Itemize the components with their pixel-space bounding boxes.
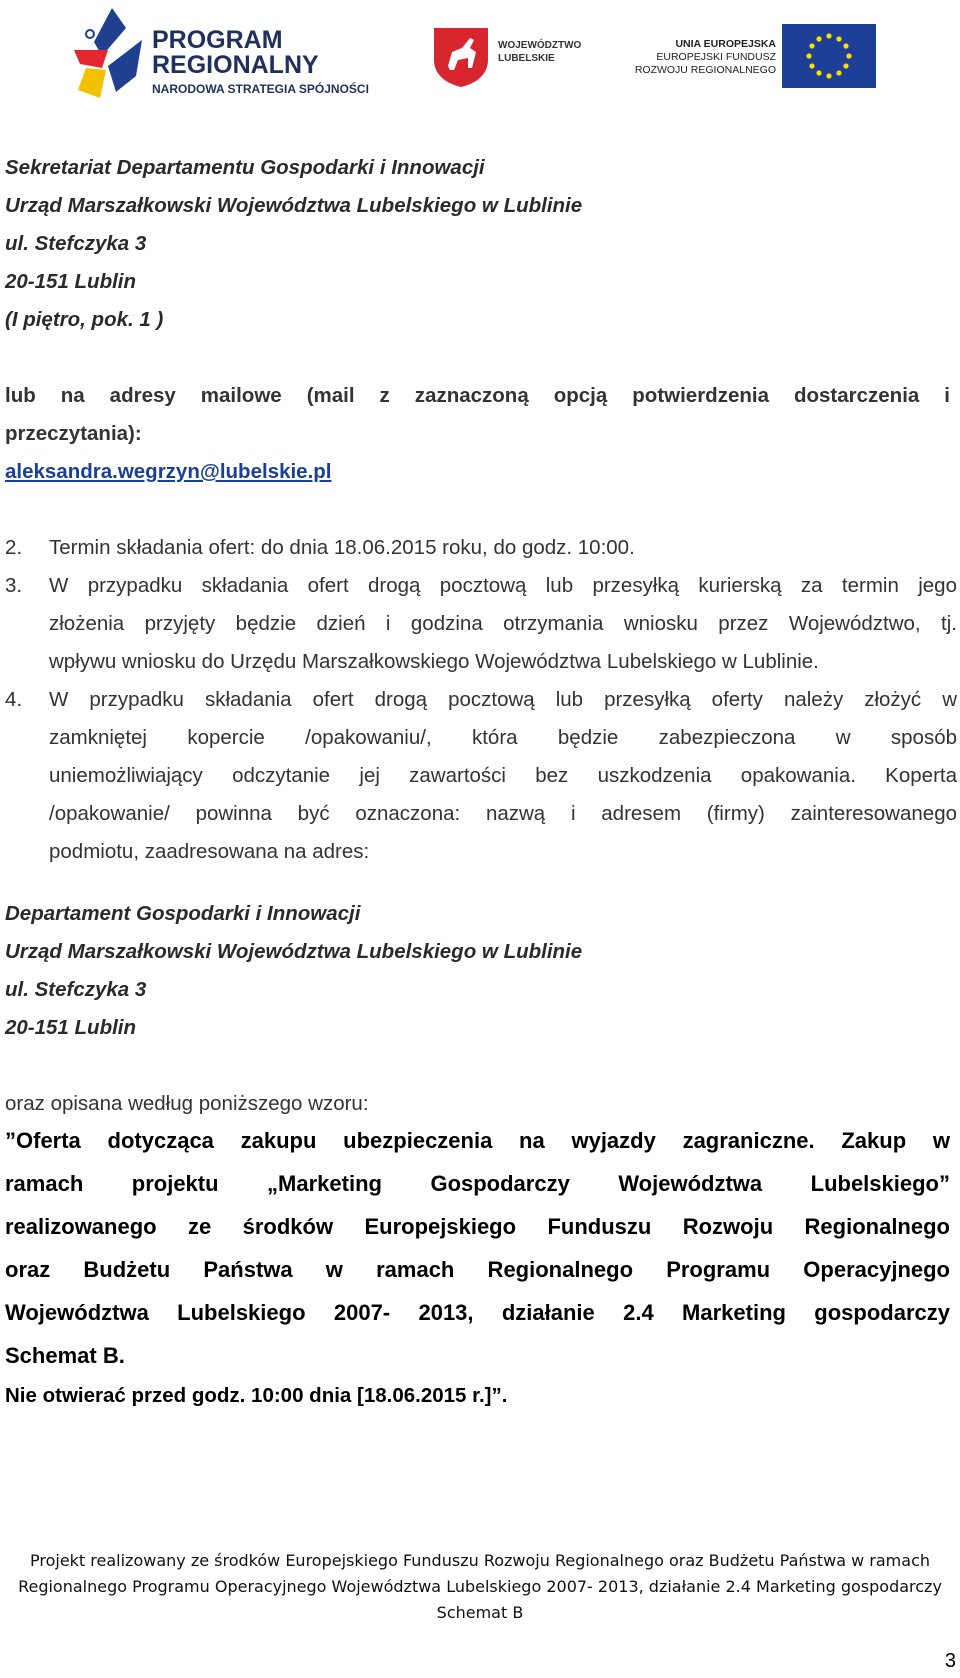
mail-intro-line2: przeczytania): <box>5 422 142 445</box>
email-link[interactable]: aleksandra.wegrzyn@lubelskie.pl <box>5 460 332 483</box>
wzor-line6: Schemat B. <box>5 1343 125 1368</box>
page-footer <box>0 1548 960 1626</box>
program-regionalny-emblem-icon <box>72 6 152 106</box>
item-3-line3: wpływu wniosku do Urzędu Marszałkowskiego Województwa Lubelskiego w Lublinie. <box>49 650 819 673</box>
footer-line3: Schemat B <box>436 1603 524 1622</box>
mail-intro-line1: lub na adresy mailowe (mail z zaznaczoną opcją potwierdzenia dostarczenia i <box>5 384 950 407</box>
address1-line2: Urząd Marszałkowski Województwa Lubelskiego w Lublinie <box>5 194 583 217</box>
wzor-line5: Województwa Lubelskiego 2007- 2013, działanie 2.4 Marketing gospodarczy <box>5 1300 950 1325</box>
wzor-line2: ramach projektu „Marketing Gospodarczy Województwa Lubelskiego” <box>5 1171 950 1196</box>
list-item-4 <box>5 688 957 878</box>
wzor-line1: ”Oferta dotycząca zakupu ubezpieczenia na wyjazdy zagraniczne. Zakup w <box>5 1128 950 1153</box>
wzor-line7: Nie otwierać przed godz. 10:00 dnia [18.06.2015 r.]”. <box>5 1384 508 1407</box>
address1-line3: ul. Stefczyka 3 <box>5 232 147 255</box>
address1-line4: 20-151 Lublin <box>5 270 137 293</box>
footer-line2: Regionalnego Programu Operacyjnego Województwa Lubelskiego 2007- 2013, działanie 2.4 Marketing gospodarczy <box>18 1577 942 1596</box>
item-2-text: Termin składania ofert: do dnia 18.06.2015 roku, do godz. 10:00. <box>49 536 635 559</box>
address2-line2: Urząd Marszałkowski Województwa Lubelskiego w Lublinie <box>5 940 583 963</box>
list-item-3 <box>5 574 957 686</box>
item-3-line2: złożenia przyjęty będzie dzień i godzina otrzymania wniosku przez Województwo, tj. <box>49 612 957 635</box>
item-4-line5: podmiotu, zaadresowana na adres: <box>49 840 370 863</box>
program-logo-line2: REGIONALNY <box>152 51 319 79</box>
ue-logo-line2: EUROPEJSKI FUNDUSZ <box>656 51 776 63</box>
item-2-number: 2. <box>5 536 23 559</box>
item-4-line1: W przypadku składania ofert drogą pocztową lub przesyłką oferty należy złożyć w <box>49 688 957 711</box>
header-logos <box>0 0 960 110</box>
eu-flag-icon <box>782 24 876 88</box>
page-number: 3 <box>944 1650 956 1672</box>
item-3-number: 3. <box>5 574 23 597</box>
list-item-2 <box>5 536 957 566</box>
unia-europejska-logo <box>626 24 876 90</box>
program-regionalny-logo <box>72 6 392 106</box>
item-4-line2: zamkniętej kopercie /opakowaniu/, która będzie zabezpieczona w sposób <box>49 726 957 749</box>
wojewodztwo-lubelskie-logo <box>432 24 602 90</box>
ue-logo-line3: ROZWOJU REGIONALNEGO <box>634 64 776 76</box>
coat-of-arms-icon <box>432 26 490 88</box>
address2-line3: ul. Stefczyka 3 <box>5 978 147 1001</box>
woj-logo-line2: LUBELSKIE <box>498 53 555 64</box>
wzor-line4: oraz Budżetu Państwa w ramach Regionalnego Programu Operacyjnego <box>5 1257 950 1282</box>
program-logo-line1: PROGRAM <box>152 26 283 54</box>
item-3-line1: W przypadku składania ofert drogą pocztową lub przesyłką kurierską za termin jego <box>49 574 957 597</box>
item-4-number: 4. <box>5 688 23 711</box>
item-4-line3: uniemożliwiający odczytanie jej zawartości bez uszkodzenia opakowania. Koperta <box>49 764 957 787</box>
address2-line1: Departament Gospodarki i Innowacji <box>5 902 361 925</box>
item-4-line4: /opakowanie/ powinna być oznaczona: nazwą i adresem (firmy) zainteresowanego <box>49 802 957 825</box>
woj-logo-line1: WOJEWÓDZTWO <box>498 40 582 51</box>
ue-logo-line1: UNIA EUROPEJSKA <box>675 38 776 50</box>
address1-line5: (I piętro, pok. 1 ) <box>5 308 164 331</box>
wzor-line3: realizowanego ze środków Europejskiego Funduszu Rozwoju Regionalnego <box>5 1214 950 1239</box>
wzor-intro: oraz opisana według poniższego wzoru: <box>5 1092 369 1115</box>
address1-line1: Sekretariat Departamentu Gospodarki i Innowacji <box>5 156 485 179</box>
footer-line1: Projekt realizowany ze środków Europejskiego Funduszu Rozwoju Regionalnego oraz Budżetu Państwa w ramach <box>29 1551 930 1570</box>
program-logo-line3: NARODOWA STRATEGIA SPÓJNOŚCI <box>152 82 369 96</box>
address2-line4: 20-151 Lublin <box>5 1016 137 1039</box>
